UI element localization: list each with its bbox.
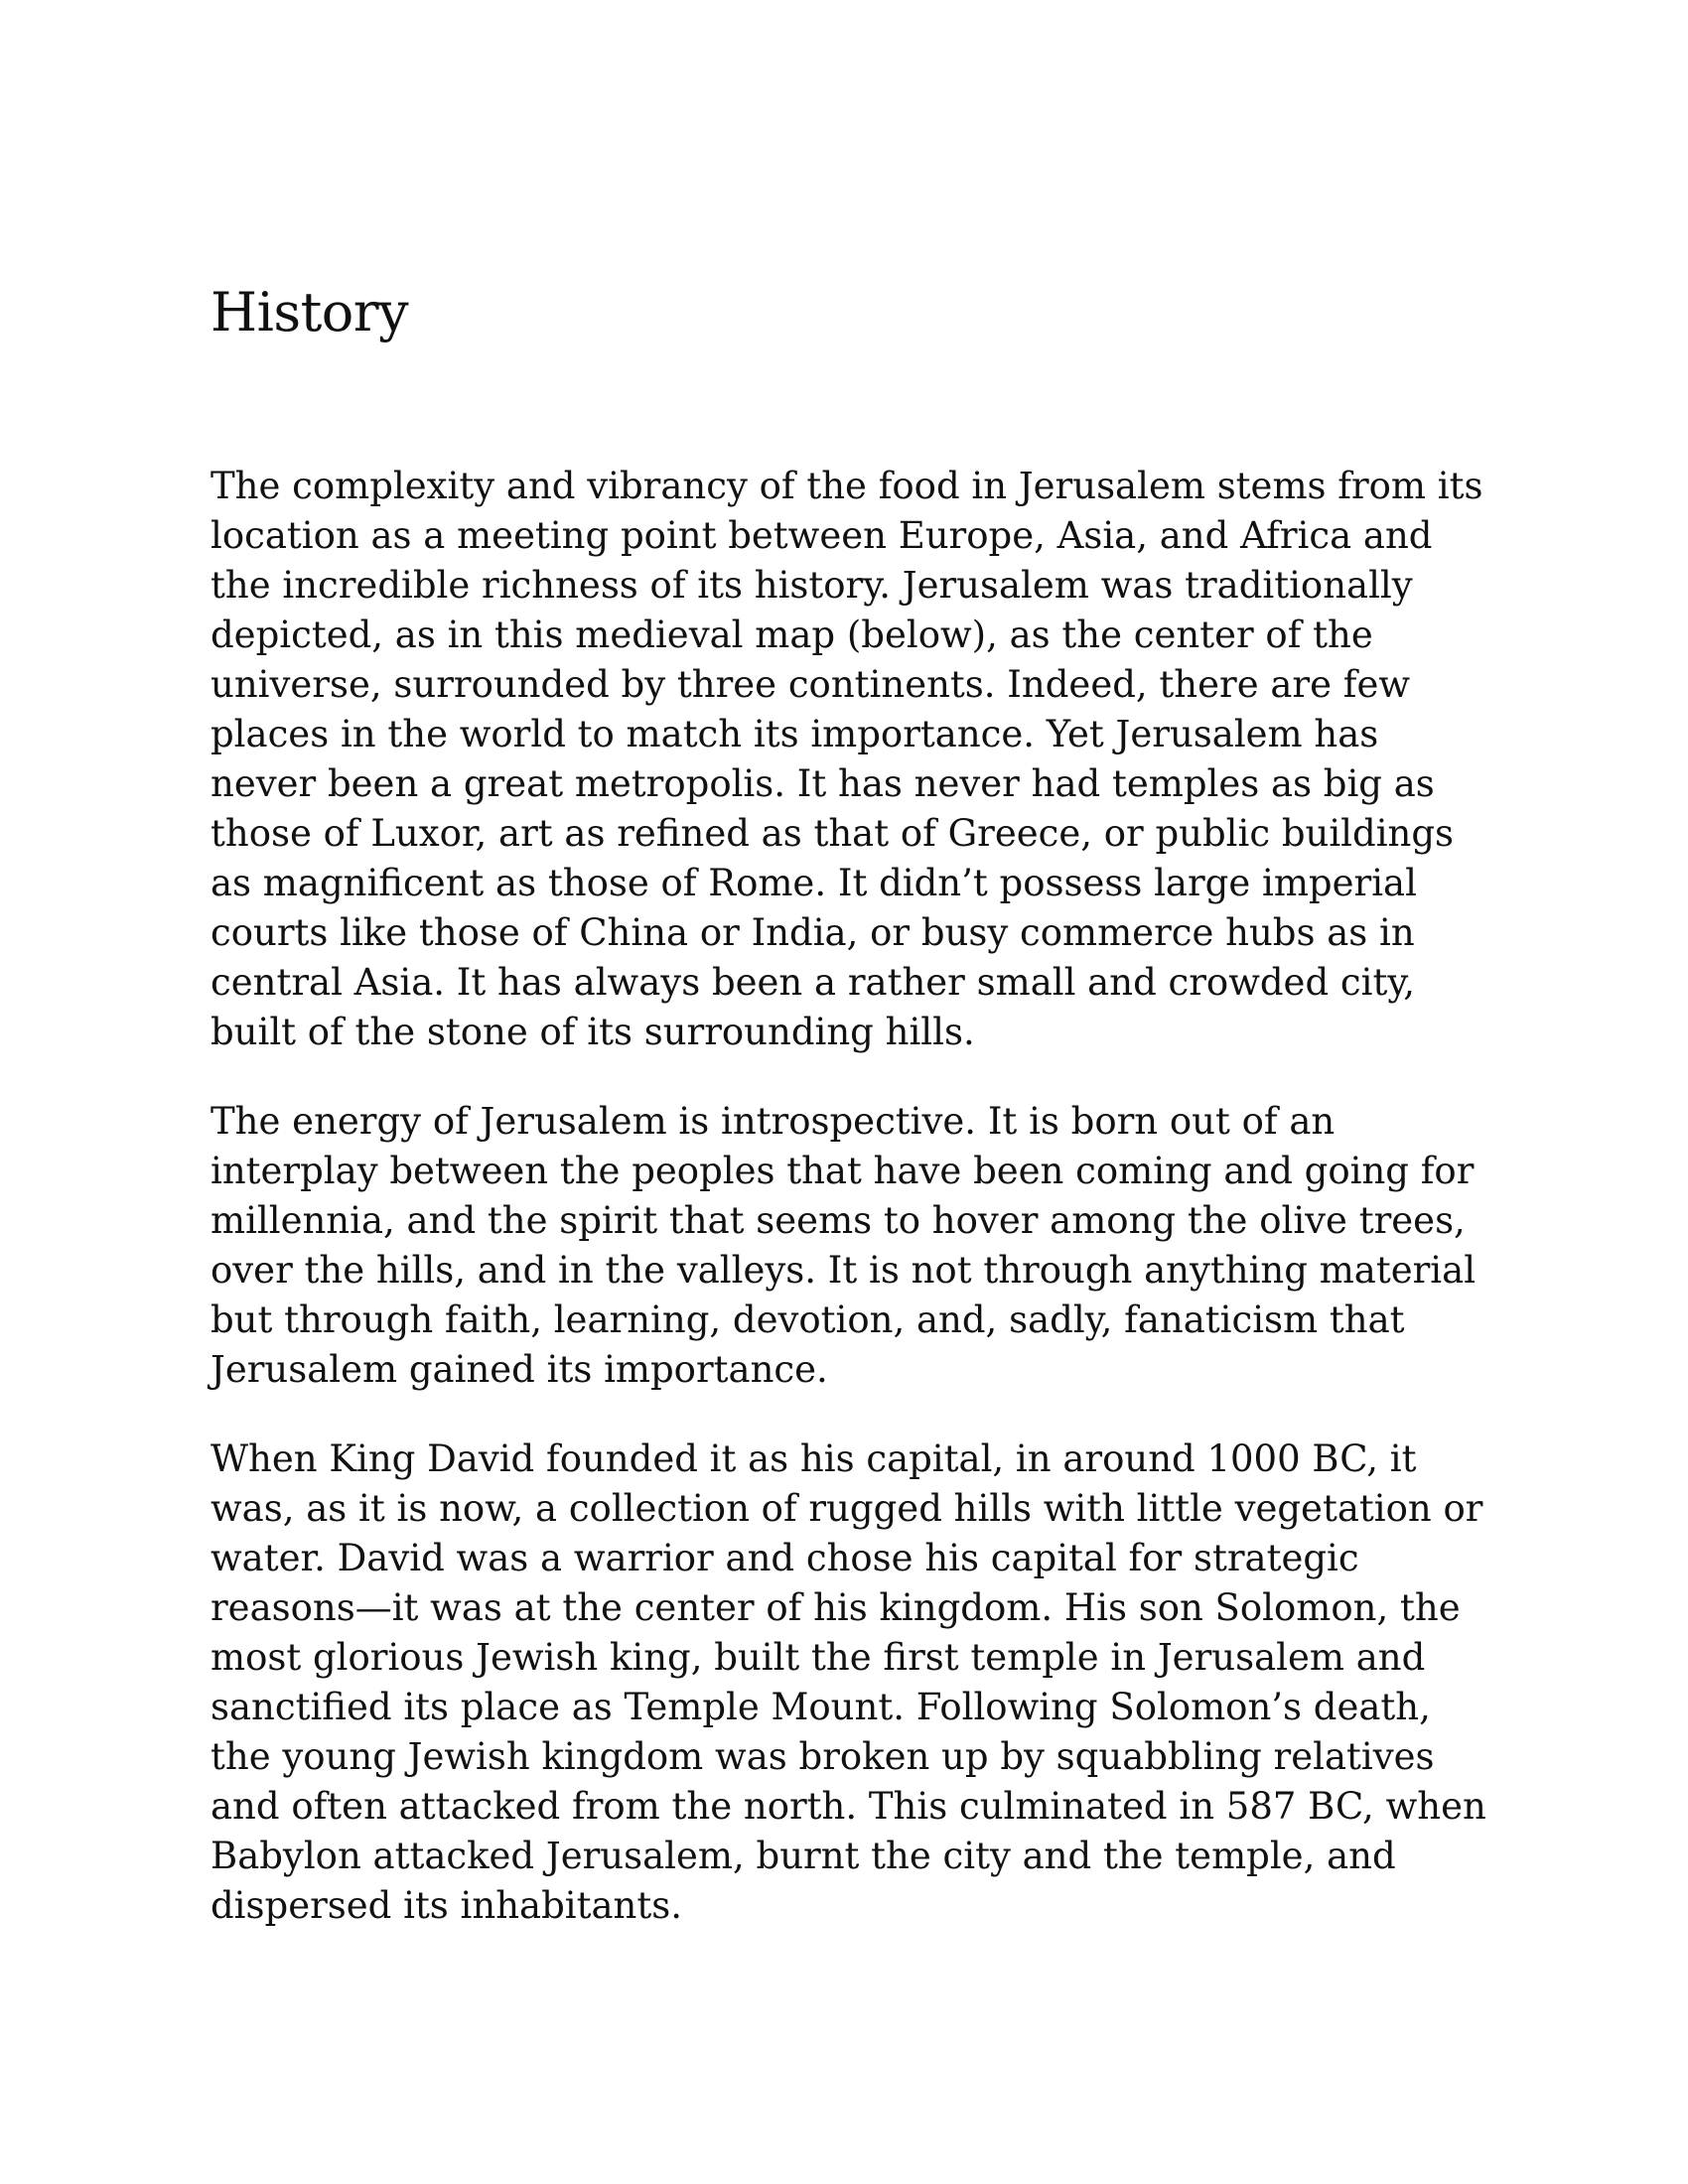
- text-line: The complexity and vibrancy of the food in Jerusalem stems from its: [211, 465, 1483, 507]
- paragraph-2: [211, 1097, 1491, 1395]
- text-line: central Asia. It has always been a rather small and crowded city,: [211, 961, 1416, 1004]
- text-line: the young Jewish kingdom was broken up by squabbling relatives: [211, 1735, 1435, 1778]
- text-line: over the hills, and in the valleys. It is not through anything material: [211, 1249, 1477, 1292]
- text-line: the incredible richness of its history. Jerusalem was traditionally: [211, 564, 1413, 607]
- text-line: When King David founded it as his capital, in around 1000 BC, it: [211, 1437, 1417, 1480]
- text-line: places in the world to match its importance. Yet Jerusalem has: [211, 713, 1379, 755]
- text-line: universe, surrounded by three continents. Indeed, there are few: [211, 663, 1411, 706]
- paragraph-3: [211, 1434, 1491, 1931]
- text-line: Jerusalem gained its importance.: [211, 1348, 828, 1391]
- paragraph-1: [211, 462, 1491, 1057]
- text-line: courts like those of China or India, or busy commerce hubs as in: [211, 911, 1415, 954]
- text-line: depicted, as in this medieval map (below), as the center of the: [211, 614, 1373, 656]
- section-heading: History: [211, 281, 409, 343]
- text-line: was, as it is now, a collection of rugged hills with little vegetation or: [211, 1487, 1483, 1530]
- text-line: dispersed its inhabitants.: [211, 1884, 683, 1927]
- text-line: built of the stone of its surrounding hills.: [211, 1011, 975, 1053]
- text-line: never been a great metropolis. It has never had temples as big as: [211, 762, 1435, 805]
- text-line: most glorious Jewish king, built the first temple in Jerusalem and: [211, 1636, 1426, 1679]
- text-line: those of Luxor, art as refined as that of Greece, or public buildings: [211, 812, 1455, 855]
- text-line: location as a meeting point between Europe, Asia, and Africa and: [211, 514, 1433, 557]
- text-line: Babylon attacked Jerusalem, burnt the city and the temple, and: [211, 1835, 1396, 1877]
- text-line: as magnificent as those of Rome. It didn’t possess large imperial: [211, 862, 1417, 904]
- text-line: water. David was a warrior and chose his capital for strategic: [211, 1537, 1359, 1579]
- text-line: reasons—it was at the center of his kingdom. His son Solomon, the: [211, 1586, 1461, 1629]
- text-line: but through faith, learning, devotion, and, sadly, fanaticism that: [211, 1298, 1405, 1341]
- text-line: interplay between the peoples that have been coming and going for: [211, 1150, 1475, 1192]
- text-line: millennia, and the spirit that seems to hover among the olive trees,: [211, 1199, 1466, 1242]
- text-line: sanctified its place as Temple Mount. Following Solomon’s death,: [211, 1686, 1431, 1728]
- text-line: and often attacked from the north. This culminated in 587 BC, when: [211, 1785, 1486, 1828]
- text-line: The energy of Jerusalem is introspective. It is born out of an: [211, 1100, 1336, 1143]
